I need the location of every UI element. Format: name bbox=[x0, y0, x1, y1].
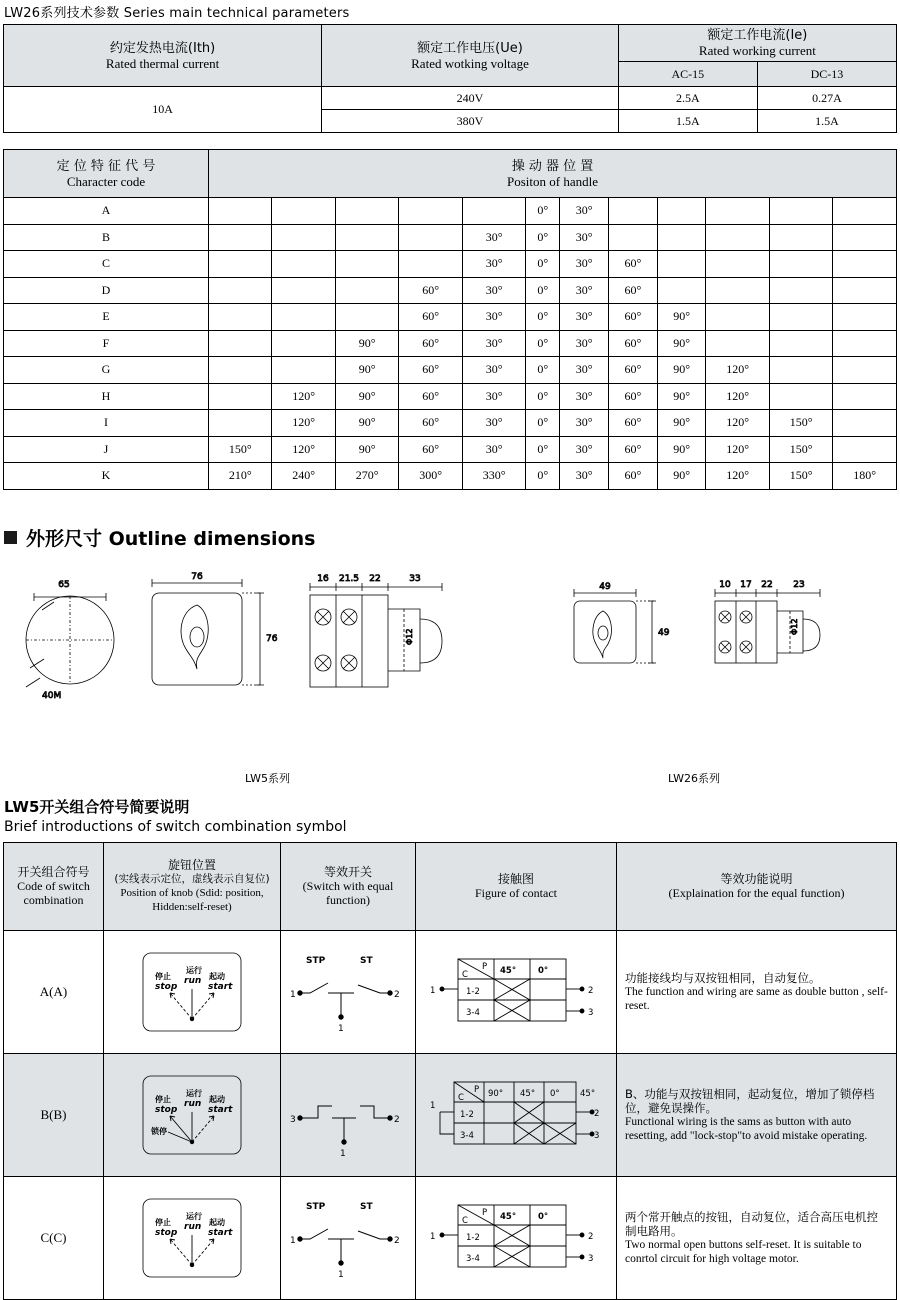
cell: 0° bbox=[526, 357, 560, 384]
cell: 30° bbox=[560, 463, 609, 490]
svg-text:run: run bbox=[184, 975, 202, 986]
svg-text:76: 76 bbox=[266, 633, 278, 644]
cell: 30° bbox=[560, 410, 609, 437]
svg-text:40M: 40M bbox=[42, 690, 62, 701]
caption-lw26: LW26系列 bbox=[668, 771, 720, 785]
svg-text:C: C bbox=[458, 1092, 464, 1103]
knob-svg-b bbox=[137, 1072, 247, 1158]
cell: 120° bbox=[272, 383, 335, 410]
symbol-header-knob: 旋钮位置 (实线表示定位，虚线表示自复位) Position of knob (Sdid: position, Hidden:self-reset) bbox=[104, 842, 281, 930]
cell: 60° bbox=[609, 251, 658, 278]
cell: 150° bbox=[769, 410, 832, 437]
svg-text:90°: 90° bbox=[488, 1088, 504, 1099]
knob-svg-c bbox=[137, 1195, 247, 1281]
position-header-handle: 操 动 器 位 置 Positon of handle bbox=[209, 150, 897, 198]
svg-text:停止: 停止 bbox=[155, 971, 171, 981]
svg-text:ST: ST bbox=[360, 955, 373, 966]
svg-text:P: P bbox=[482, 1207, 488, 1218]
cell: 30° bbox=[560, 383, 609, 410]
spec-dc13-value: 0.27A bbox=[757, 87, 896, 110]
cell bbox=[272, 330, 335, 357]
cell: 90° bbox=[657, 410, 706, 437]
contact-diagram-a bbox=[416, 930, 617, 1053]
position-code: G bbox=[4, 357, 209, 384]
table-row bbox=[4, 436, 897, 463]
cell: 300° bbox=[399, 463, 462, 490]
knob-diagram-b bbox=[104, 1053, 281, 1176]
svg-text:45°: 45° bbox=[580, 1088, 596, 1099]
spec-header-ac15: AC-15 bbox=[618, 62, 757, 87]
switch-svg-a bbox=[288, 949, 408, 1035]
cell: 0° bbox=[526, 304, 560, 331]
cell: 150° bbox=[209, 436, 272, 463]
symbol-header-code: 开关组合符号 Code of switch combination bbox=[4, 842, 104, 930]
svg-text:运行: 运行 bbox=[186, 1088, 202, 1098]
symbol-table bbox=[3, 842, 897, 1300]
position-code: I bbox=[4, 410, 209, 437]
svg-text:45°: 45° bbox=[500, 1211, 517, 1222]
symbol-description-b: B、功能与双按钮相同，起动复位，增加了锁停档位，避免误操作。 Functional wiring is the sams as button with auto resetting, add "lock-stop"to avoid mistake operating. bbox=[617, 1053, 897, 1176]
svg-text:停止: 停止 bbox=[155, 1217, 171, 1227]
cell bbox=[706, 330, 769, 357]
cell: 330° bbox=[462, 463, 525, 490]
svg-text:锁停: 锁停 bbox=[151, 1126, 167, 1136]
cell bbox=[769, 357, 832, 384]
svg-text:起动: 起动 bbox=[209, 971, 225, 981]
table-row bbox=[4, 198, 897, 225]
table-row bbox=[4, 463, 897, 490]
cell: 30° bbox=[462, 304, 525, 331]
cell: 120° bbox=[706, 410, 769, 437]
switch-svg-b bbox=[288, 1072, 408, 1158]
svg-text:run: run bbox=[184, 1098, 202, 1109]
cell bbox=[657, 224, 706, 251]
svg-text:76: 76 bbox=[191, 571, 203, 582]
cell: 120° bbox=[272, 410, 335, 437]
symbol-description-a: 功能接线均与双按钮相同，自动复位。 The function and wiring are same as double button , self-reset. bbox=[617, 930, 897, 1053]
symbol-header-switch: 等效开关 (Switch with equal function) bbox=[281, 842, 416, 930]
cell: 60° bbox=[399, 277, 462, 304]
cell: 30° bbox=[560, 198, 609, 225]
cell bbox=[706, 224, 769, 251]
cell: 240° bbox=[272, 463, 335, 490]
position-code: B bbox=[4, 224, 209, 251]
svg-text:2: 2 bbox=[394, 1114, 400, 1125]
svg-text:P: P bbox=[482, 961, 488, 972]
cell bbox=[209, 304, 272, 331]
table-row bbox=[4, 357, 897, 384]
outline-heading-text: 外形尺寸 Outline dimensions bbox=[26, 527, 316, 550]
svg-text:start: start bbox=[208, 1227, 233, 1238]
position-code: K bbox=[4, 463, 209, 490]
cell: 60° bbox=[609, 436, 658, 463]
cell bbox=[769, 224, 832, 251]
cell: 30° bbox=[560, 304, 609, 331]
spec-dc13-value: 1.5A bbox=[757, 110, 896, 133]
cell: 60° bbox=[399, 357, 462, 384]
cell bbox=[399, 224, 462, 251]
cell: 60° bbox=[609, 383, 658, 410]
spec-thermal-value: 10A bbox=[4, 87, 322, 133]
cell: 30° bbox=[560, 251, 609, 278]
cell bbox=[657, 251, 706, 278]
cell: 0° bbox=[526, 463, 560, 490]
cell bbox=[833, 304, 897, 331]
table-row bbox=[4, 410, 897, 437]
contact-diagram-c bbox=[416, 1176, 617, 1299]
table-row bbox=[4, 277, 897, 304]
cell: 90° bbox=[657, 463, 706, 490]
cell bbox=[335, 304, 398, 331]
knob-svg-a bbox=[137, 949, 247, 1035]
caption-lw5: LW5系列 bbox=[245, 771, 290, 785]
table-row bbox=[4, 330, 897, 357]
cell: 30° bbox=[560, 330, 609, 357]
svg-text:3-4: 3-4 bbox=[460, 1130, 474, 1141]
contact-svg-a bbox=[428, 949, 604, 1035]
cell bbox=[272, 224, 335, 251]
symbol-heading-en: Brief introductions of switch combination symbol bbox=[4, 818, 347, 835]
cell bbox=[335, 251, 398, 278]
spec-ac15-value: 2.5A bbox=[618, 87, 757, 110]
svg-text:10: 10 bbox=[719, 579, 731, 590]
cell: 120° bbox=[706, 436, 769, 463]
cell bbox=[209, 224, 272, 251]
svg-text:Φ12: Φ12 bbox=[405, 628, 414, 645]
svg-text:2: 2 bbox=[394, 1235, 400, 1246]
svg-text:3: 3 bbox=[290, 1114, 296, 1125]
cell: 60° bbox=[399, 436, 462, 463]
cell: 60° bbox=[399, 383, 462, 410]
cell: 30° bbox=[560, 357, 609, 384]
spec-voltage-value: 380V bbox=[322, 110, 619, 133]
svg-text:2: 2 bbox=[394, 989, 400, 1000]
svg-text:65: 65 bbox=[58, 579, 70, 590]
svg-text:STP: STP bbox=[306, 1201, 326, 1212]
cell bbox=[769, 198, 832, 225]
table-row bbox=[4, 251, 897, 278]
position-header-code: 定 位 特 征 代 号 Character code bbox=[4, 150, 209, 198]
dimension-drawings-svg bbox=[0, 565, 900, 765]
cell: 60° bbox=[609, 304, 658, 331]
cell bbox=[272, 198, 335, 225]
cell: 30° bbox=[560, 436, 609, 463]
svg-text:运行: 运行 bbox=[186, 965, 202, 975]
position-code: J bbox=[4, 436, 209, 463]
cell bbox=[706, 277, 769, 304]
cell bbox=[272, 304, 335, 331]
svg-text:2: 2 bbox=[594, 1108, 600, 1119]
cell: 30° bbox=[462, 224, 525, 251]
cell bbox=[272, 277, 335, 304]
svg-text:3: 3 bbox=[588, 1253, 594, 1264]
svg-text:1: 1 bbox=[338, 1023, 344, 1034]
svg-text:run: run bbox=[184, 1221, 202, 1232]
cell: 30° bbox=[462, 277, 525, 304]
position-code: A bbox=[4, 198, 209, 225]
symbol-code: C(C) bbox=[4, 1176, 104, 1299]
svg-text:1: 1 bbox=[430, 985, 436, 996]
svg-text:Φ12: Φ12 bbox=[790, 618, 799, 635]
cell: 60° bbox=[399, 304, 462, 331]
cell: 60° bbox=[609, 277, 658, 304]
outline-drawings bbox=[0, 565, 900, 770]
cell: 0° bbox=[526, 410, 560, 437]
svg-text:49: 49 bbox=[599, 581, 611, 592]
cell bbox=[833, 224, 897, 251]
cell bbox=[706, 198, 769, 225]
cell bbox=[769, 383, 832, 410]
svg-text:33: 33 bbox=[409, 573, 421, 584]
cell: 90° bbox=[657, 357, 706, 384]
cell: 60° bbox=[609, 357, 658, 384]
cell: 0° bbox=[526, 251, 560, 278]
svg-text:2: 2 bbox=[588, 985, 594, 996]
cell: 30° bbox=[462, 251, 525, 278]
cell bbox=[272, 357, 335, 384]
svg-text:1: 1 bbox=[290, 1235, 296, 1246]
svg-text:stop: stop bbox=[155, 981, 178, 992]
spec-voltage-value: 240V bbox=[322, 87, 619, 110]
contact-diagram-b bbox=[416, 1053, 617, 1176]
cell: 0° bbox=[526, 383, 560, 410]
cell: 150° bbox=[769, 436, 832, 463]
spec-header-voltage: 额定工作电压(Ue) Rated wotking voltage bbox=[322, 25, 619, 87]
cell: 90° bbox=[657, 436, 706, 463]
cell bbox=[706, 304, 769, 331]
svg-text:49: 49 bbox=[658, 627, 670, 638]
svg-text:运行: 运行 bbox=[186, 1211, 202, 1221]
cell: 90° bbox=[335, 410, 398, 437]
svg-text:3: 3 bbox=[594, 1130, 600, 1141]
symbol-code: A(A) bbox=[4, 930, 104, 1053]
cell bbox=[833, 277, 897, 304]
svg-text:C: C bbox=[462, 1215, 468, 1226]
cell: 30° bbox=[560, 224, 609, 251]
svg-text:3: 3 bbox=[588, 1007, 594, 1018]
svg-text:起动: 起动 bbox=[209, 1094, 225, 1104]
cell: 90° bbox=[335, 436, 398, 463]
svg-text:1: 1 bbox=[338, 1269, 344, 1280]
svg-text:起动: 起动 bbox=[209, 1217, 225, 1227]
svg-text:1: 1 bbox=[290, 989, 296, 1000]
svg-text:STP: STP bbox=[306, 955, 326, 966]
svg-text:1: 1 bbox=[430, 1231, 436, 1242]
cell: 120° bbox=[272, 436, 335, 463]
cell bbox=[209, 383, 272, 410]
contact-svg-c bbox=[428, 1195, 604, 1281]
svg-text:C: C bbox=[462, 969, 468, 980]
table-row bbox=[4, 1053, 897, 1176]
svg-text:P: P bbox=[474, 1084, 480, 1095]
symbol-header-contact: 接触图 Figure of contact bbox=[416, 842, 617, 930]
knob-diagram-c bbox=[104, 1176, 281, 1299]
cell bbox=[272, 251, 335, 278]
svg-text:45°: 45° bbox=[500, 965, 517, 976]
table-row bbox=[4, 930, 897, 1053]
cell: 30° bbox=[560, 277, 609, 304]
svg-text:3-4: 3-4 bbox=[466, 1253, 480, 1264]
cell bbox=[609, 224, 658, 251]
svg-text:3-4: 3-4 bbox=[466, 1007, 480, 1018]
cell: 90° bbox=[657, 304, 706, 331]
outline-heading bbox=[4, 524, 900, 551]
cell: 30° bbox=[462, 330, 525, 357]
spec-header-dc13: DC-13 bbox=[757, 62, 896, 87]
svg-text:0°: 0° bbox=[538, 965, 549, 976]
cell bbox=[833, 436, 897, 463]
table-row bbox=[4, 383, 897, 410]
svg-text:1-2: 1-2 bbox=[466, 986, 480, 997]
cell: 0° bbox=[526, 330, 560, 357]
switch-svg-c bbox=[288, 1195, 408, 1281]
cell bbox=[833, 357, 897, 384]
cell: 270° bbox=[335, 463, 398, 490]
cell: 0° bbox=[526, 224, 560, 251]
cell bbox=[335, 277, 398, 304]
cell: 30° bbox=[462, 410, 525, 437]
cell: 90° bbox=[657, 383, 706, 410]
position-code: C bbox=[4, 251, 209, 278]
position-code: D bbox=[4, 277, 209, 304]
svg-text:start: start bbox=[208, 981, 233, 992]
cell: 120° bbox=[706, 463, 769, 490]
bullet-square-icon bbox=[4, 531, 17, 544]
cell: 210° bbox=[209, 463, 272, 490]
svg-text:start: start bbox=[208, 1104, 233, 1115]
svg-text:ST: ST bbox=[360, 1201, 373, 1212]
svg-text:stop: stop bbox=[155, 1227, 178, 1238]
cell: 90° bbox=[335, 330, 398, 357]
svg-text:22: 22 bbox=[369, 573, 381, 584]
cell bbox=[462, 198, 525, 225]
position-code: E bbox=[4, 304, 209, 331]
svg-text:23: 23 bbox=[793, 579, 805, 590]
cell bbox=[209, 251, 272, 278]
switch-diagram-a bbox=[281, 930, 416, 1053]
cell bbox=[833, 251, 897, 278]
cell bbox=[335, 224, 398, 251]
spec-ac15-value: 1.5A bbox=[618, 110, 757, 133]
cell bbox=[399, 251, 462, 278]
svg-text:16: 16 bbox=[317, 573, 329, 584]
table-row bbox=[4, 224, 897, 251]
symbol-code: B(B) bbox=[4, 1053, 104, 1176]
position-table bbox=[3, 149, 897, 490]
svg-text:1-2: 1-2 bbox=[466, 1232, 480, 1243]
svg-text:17: 17 bbox=[740, 579, 752, 590]
switch-diagram-b bbox=[281, 1053, 416, 1176]
cell: 30° bbox=[462, 357, 525, 384]
cell: 60° bbox=[609, 463, 658, 490]
svg-text:21.5: 21.5 bbox=[338, 573, 360, 584]
cell bbox=[209, 330, 272, 357]
spec-header-thermal: 约定发热电流(Ith) Rated thermal current bbox=[4, 25, 322, 87]
cell: 150° bbox=[769, 463, 832, 490]
cell: 60° bbox=[609, 330, 658, 357]
cell: 60° bbox=[399, 330, 462, 357]
cell bbox=[833, 330, 897, 357]
table-row bbox=[4, 1176, 897, 1299]
position-code: F bbox=[4, 330, 209, 357]
cell: 30° bbox=[462, 383, 525, 410]
cell: 120° bbox=[706, 383, 769, 410]
svg-text:stop: stop bbox=[155, 1104, 178, 1115]
spec-header-current: 额定工作电流(Ie) Rated working current bbox=[618, 25, 896, 62]
cell: 90° bbox=[335, 357, 398, 384]
page-title: LW26系列技术参数 Series main technical parameters bbox=[4, 6, 350, 21]
cell bbox=[769, 304, 832, 331]
cell bbox=[209, 410, 272, 437]
cell: 60° bbox=[609, 410, 658, 437]
table-row bbox=[4, 87, 897, 110]
cell bbox=[657, 277, 706, 304]
cell bbox=[657, 198, 706, 225]
cell bbox=[833, 198, 897, 225]
cell bbox=[209, 198, 272, 225]
cell: 30° bbox=[462, 436, 525, 463]
switch-diagram-c bbox=[281, 1176, 416, 1299]
cell bbox=[833, 383, 897, 410]
cell: 90° bbox=[657, 330, 706, 357]
cell bbox=[399, 198, 462, 225]
cell: 60° bbox=[399, 410, 462, 437]
cell: 0° bbox=[526, 277, 560, 304]
cell bbox=[209, 357, 272, 384]
cell: 0° bbox=[526, 436, 560, 463]
spec-table bbox=[3, 24, 897, 133]
cell: 120° bbox=[706, 357, 769, 384]
svg-text:2: 2 bbox=[588, 1231, 594, 1242]
cell: 180° bbox=[833, 463, 897, 490]
svg-text:停止: 停止 bbox=[155, 1094, 171, 1104]
cell bbox=[609, 198, 658, 225]
cell bbox=[209, 277, 272, 304]
svg-text:0°: 0° bbox=[538, 1211, 549, 1222]
symbol-header-explain: 等效功能说明 (Explaination for the equal function) bbox=[617, 842, 897, 930]
symbol-heading-zh: LW5开关组合符号简要说明 bbox=[4, 797, 190, 816]
svg-text:0°: 0° bbox=[550, 1088, 560, 1099]
cell bbox=[335, 198, 398, 225]
cell: 0° bbox=[526, 198, 560, 225]
svg-text:1: 1 bbox=[340, 1148, 346, 1158]
knob-diagram-a bbox=[104, 930, 281, 1053]
cell bbox=[833, 410, 897, 437]
svg-text:45°: 45° bbox=[520, 1088, 536, 1099]
symbol-description-c: 两个常开触点的按钮，自动复位，适合高压电机控制电路用。 Two normal open buttons self-reset. It is suitable to conrtol circuit for high voltage motor. bbox=[617, 1176, 897, 1299]
contact-svg-b bbox=[428, 1072, 604, 1158]
table-row bbox=[4, 304, 897, 331]
svg-text:1: 1 bbox=[430, 1100, 436, 1111]
position-code: H bbox=[4, 383, 209, 410]
svg-text:1-2: 1-2 bbox=[460, 1109, 474, 1120]
cell bbox=[769, 251, 832, 278]
cell bbox=[769, 277, 832, 304]
cell: 90° bbox=[335, 383, 398, 410]
cell bbox=[769, 330, 832, 357]
drawing-captions bbox=[0, 770, 900, 786]
svg-text:22: 22 bbox=[761, 579, 773, 590]
cell bbox=[706, 251, 769, 278]
